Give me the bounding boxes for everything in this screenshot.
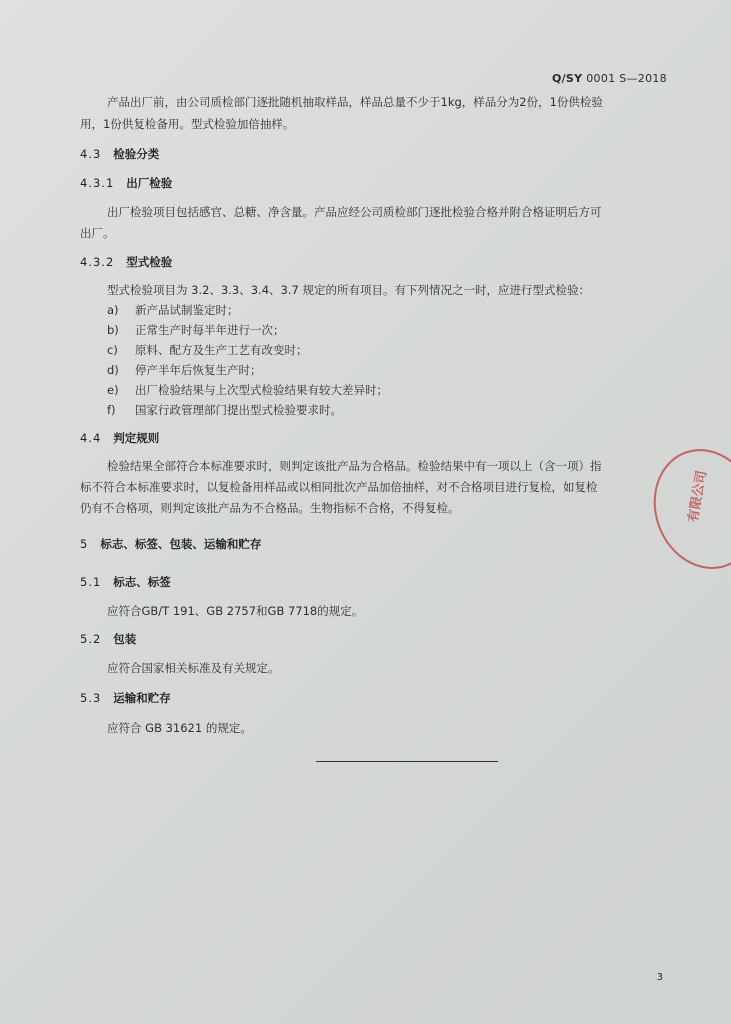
section-4-3-1-line-2: 出厂。 [80,226,115,240]
document-code: Q/SY 0001 S—2018 [551,72,667,85]
section-4-3-2-heading: 4.3.2 型式检验 [80,255,173,269]
page-number: 3 [656,972,663,983]
list-item: e) 出厂检验结果与上次型式检验结果有较大差异时； [107,383,388,397]
list-item: b) 正常生产时每半年进行一次； [107,323,285,337]
section-5-3-text: 应符合 GB 31621 的规定。 [107,721,252,735]
section-5-3-heading: 5.3 运输和贮存 [80,691,171,705]
intro-line-1: 产品出厂前，由公司质检部门逐批随机抽取样品，样品总量不少于1kg，样品分为2份，1份供检验 [107,95,603,109]
list-item: c) 原料、配方及生产工艺有改变时； [107,343,308,357]
section-4-4-line-3: 仍有不合格项，则判定该批产品为不合格品。生物指标不合格，不得复检。 [80,501,460,515]
section-5-1-heading: 5.1 标志、标签 [80,575,171,589]
list-item: d) 停产半年后恢复生产时； [107,363,262,377]
end-rule [316,761,498,762]
list-item: f) 国家行政管理部门提出型式检验要求时。 [107,403,342,417]
section-5-2-text: 应符合国家相关标准及有关规定。 [107,661,280,675]
section-5-heading: 5 标志、标签、包装、运输和贮存 [80,537,262,551]
section-4-3-heading: 4.3 检验分类 [80,147,160,161]
section-5-2-heading: 5.2 包装 [80,632,137,646]
section-4-4-line-1: 检验结果全部符合本标准要求时，则判定该批产品为合格品。检验结果中有一项以上（含一项）指 [107,459,602,473]
list-item: a) 新产品试制鉴定时； [107,303,239,317]
intro-line-2: 用，1份供复检备用。型式检验加倍抽样。 [80,117,295,131]
company-seal [637,434,731,584]
section-4-4-heading: 4.4 判定规则 [80,431,160,445]
section-4-3-1-heading: 4.3.1 出厂检验 [80,176,173,190]
seal-text: 有限公司 [686,469,710,524]
section-4-3-1-line-1: 出厂检验项目包括感官、总糖、净含量。产品应经公司质检部门逐批检验合格并附合格证明后方可 [107,205,602,219]
section-4-3-2-intro: 型式检验项目为 3.2、3.3、3.4、3.7 规定的所有项目。有下列情况之一时，应进行型式检验： [107,283,590,297]
section-4-4-line-2: 标不符合本标准要求时，以复检备用样品或以相同批次产品加倍抽样，对不合格项目进行复检，如复检 [80,480,598,494]
section-5-1-text: 应符合GB/T 191、GB 2757和GB 7718的规定。 [107,604,364,618]
